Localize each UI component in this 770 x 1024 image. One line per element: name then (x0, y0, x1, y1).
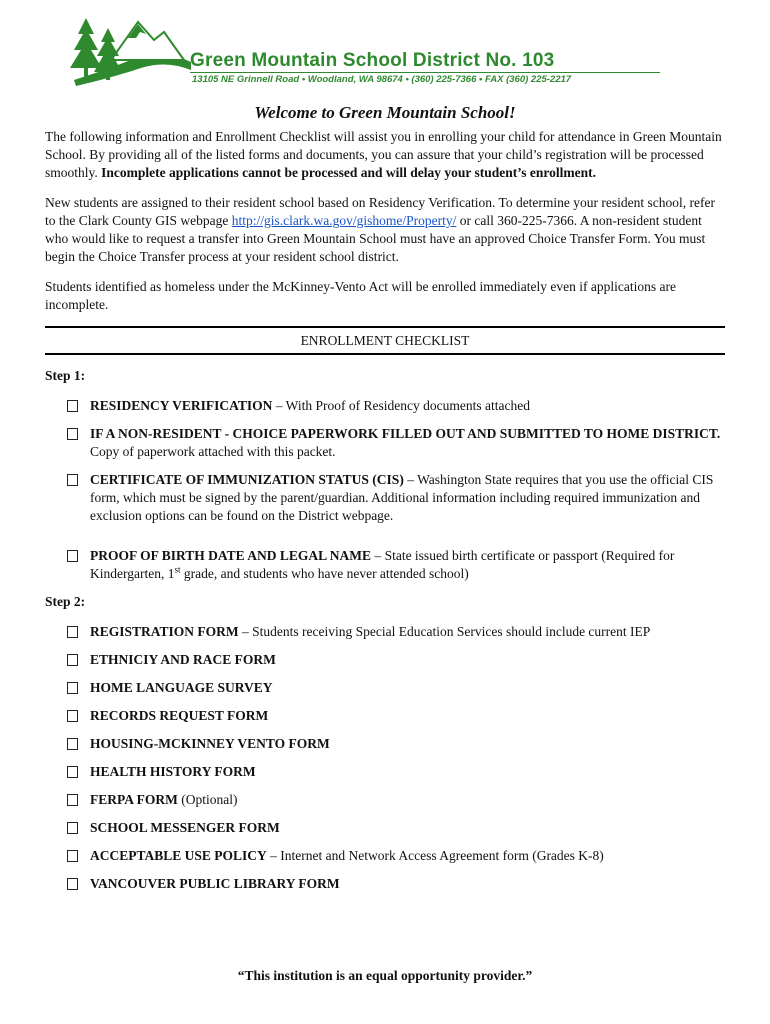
checkbox-icon[interactable] (67, 626, 78, 638)
intro-p1-bold: Incomplete applications cannot be processed and will delay your student’s enrollment. (101, 165, 597, 180)
checkbox-icon[interactable] (67, 428, 78, 440)
checklist-item-library (45, 875, 725, 893)
checklist-item-birth-proof (45, 547, 725, 583)
checklist-item-ethnicity (45, 651, 725, 669)
checkbox-icon[interactable] (67, 878, 78, 890)
item-title: HOUSING-MCKINNEY VENTO FORM (90, 736, 330, 751)
item-title: IF A NON-RESIDENT - CHOICE PAPERWORK FILLED OUT AND SUBMITTED TO HOME DISTRICT. (90, 426, 721, 441)
checklist-title: ENROLLMENT CHECKLIST (300, 333, 470, 348)
checkbox-icon[interactable] (67, 682, 78, 694)
checklist-item-immunization (45, 471, 725, 525)
item-text-2: grade, and students who have never attended school) (180, 566, 469, 581)
item-text: (Optional) (177, 792, 238, 807)
checkbox-icon[interactable] (67, 400, 78, 412)
checklist-item-housing (45, 735, 725, 753)
letterhead (66, 10, 666, 90)
checklist-bottom-rule (45, 353, 725, 355)
intro-paragraph-1 (45, 128, 725, 182)
checklist-item-health-history (45, 763, 725, 781)
intro-paragraph-3: Students identified as homeless under the McKinney-Vento Act will be enrolled immediately even if applications are incomplete. (45, 279, 676, 312)
item-title: HOME LANGUAGE SURVEY (90, 680, 273, 695)
gis-webpage-link[interactable]: http://gis.clark.wa.gov/gishome/Property/ (231, 213, 457, 228)
checklist-item-acceptable-use (45, 847, 725, 865)
intro-p1-text: The following information and Enrollment Checklist will assist you in enrolling your child for attendance in Green Mountain School. By providing all of the listed forms and documents, you can assure that your child’s registration will be processed smoothly. (45, 129, 722, 180)
checkbox-icon[interactable] (67, 766, 78, 778)
item-title: SCHOOL MESSENGER FORM (90, 820, 280, 835)
checklist-item-language-survey (45, 679, 725, 697)
item-text: – Students receiving Special Education Services should include current IEP (238, 624, 651, 639)
checklist-item-school-messenger (45, 819, 725, 837)
checkbox-icon[interactable] (67, 550, 78, 562)
item-title: FERPA FORM (90, 792, 178, 807)
item-title: ACCEPTABLE USE POLICY (90, 848, 267, 863)
item-title: HEALTH HISTORY FORM (90, 764, 256, 779)
item-title: RECORDS REQUEST FORM (90, 708, 269, 723)
item-title: REGISTRATION FORM (90, 624, 239, 639)
district-address: 13105 NE Grinnell Road • Woodland, WA 98674 • (360) 225-7366 • FAX (360) 225-2217 (192, 74, 572, 85)
item-title: RESIDENCY VERIFICATION (90, 398, 273, 413)
intro-p2-b: or call 360-225-7366. A non-resident student who would like to request a transfer into Green Mountain School must have an approved Choice Transfer Form. You must begin the Choice Transfer process at your resident school district. (45, 213, 706, 264)
spacer (45, 535, 725, 547)
item-text: – With Proof of Residency documents attached (272, 398, 530, 413)
checkbox-icon[interactable] (67, 474, 78, 486)
checklist-item-ferpa (45, 791, 725, 809)
checkbox-icon[interactable] (67, 654, 78, 666)
checklist-item-registration (45, 623, 725, 641)
intro-p2-a: New students are assigned to their resident school based on Residency Verification. To determine your resident school, refer to the Clark County GIS webpage (45, 195, 715, 228)
checkbox-icon[interactable] (67, 822, 78, 834)
item-text: Copy of paperwork attached with this packet. (90, 444, 336, 459)
item-title: VANCOUVER PUBLIC LIBRARY FORM (90, 876, 340, 891)
checklist-item-records-request (45, 707, 725, 725)
document-body (45, 100, 725, 903)
item-title: ETHNICIY AND RACE FORM (90, 652, 276, 667)
item-superscript: st (174, 564, 181, 575)
checklist-item-nonresident (45, 425, 725, 461)
header-divider (190, 72, 660, 73)
checkbox-icon[interactable] (67, 738, 78, 750)
step-2-label: Step 2: (45, 594, 86, 609)
checkbox-icon[interactable] (67, 850, 78, 862)
equal-opportunity-statement: “This institution is an equal opportunity provider.” (237, 968, 533, 983)
district-name: Green Mountain School District No. 103 (190, 50, 555, 71)
item-text: – State issued birth certificate or passport (Required for Kindergarten, 1 (90, 548, 675, 581)
welcome-heading: Welcome to Green Mountain School! (254, 103, 516, 122)
item-text: – Internet and Network Access Agreement form (Grades K-8) (266, 848, 604, 863)
intro-paragraph-2 (45, 194, 725, 266)
item-title: PROOF OF BIRTH DATE AND LEGAL NAME (90, 548, 372, 563)
item-text: – Washington State requires that you use the official CIS form, which must be signed by the parent/guardian. Additional information including required immunization and exclusion options can be found on the District webpage. (90, 472, 714, 523)
item-title: CERTIFICATE OF IMMUNIZATION STATUS (CIS) (90, 472, 404, 487)
checklist-item-residency (45, 397, 725, 415)
checkbox-icon[interactable] (67, 794, 78, 806)
step-1-label: Step 1: (45, 368, 86, 383)
mountain-trees-logo (66, 10, 196, 88)
checkbox-icon[interactable] (67, 710, 78, 722)
